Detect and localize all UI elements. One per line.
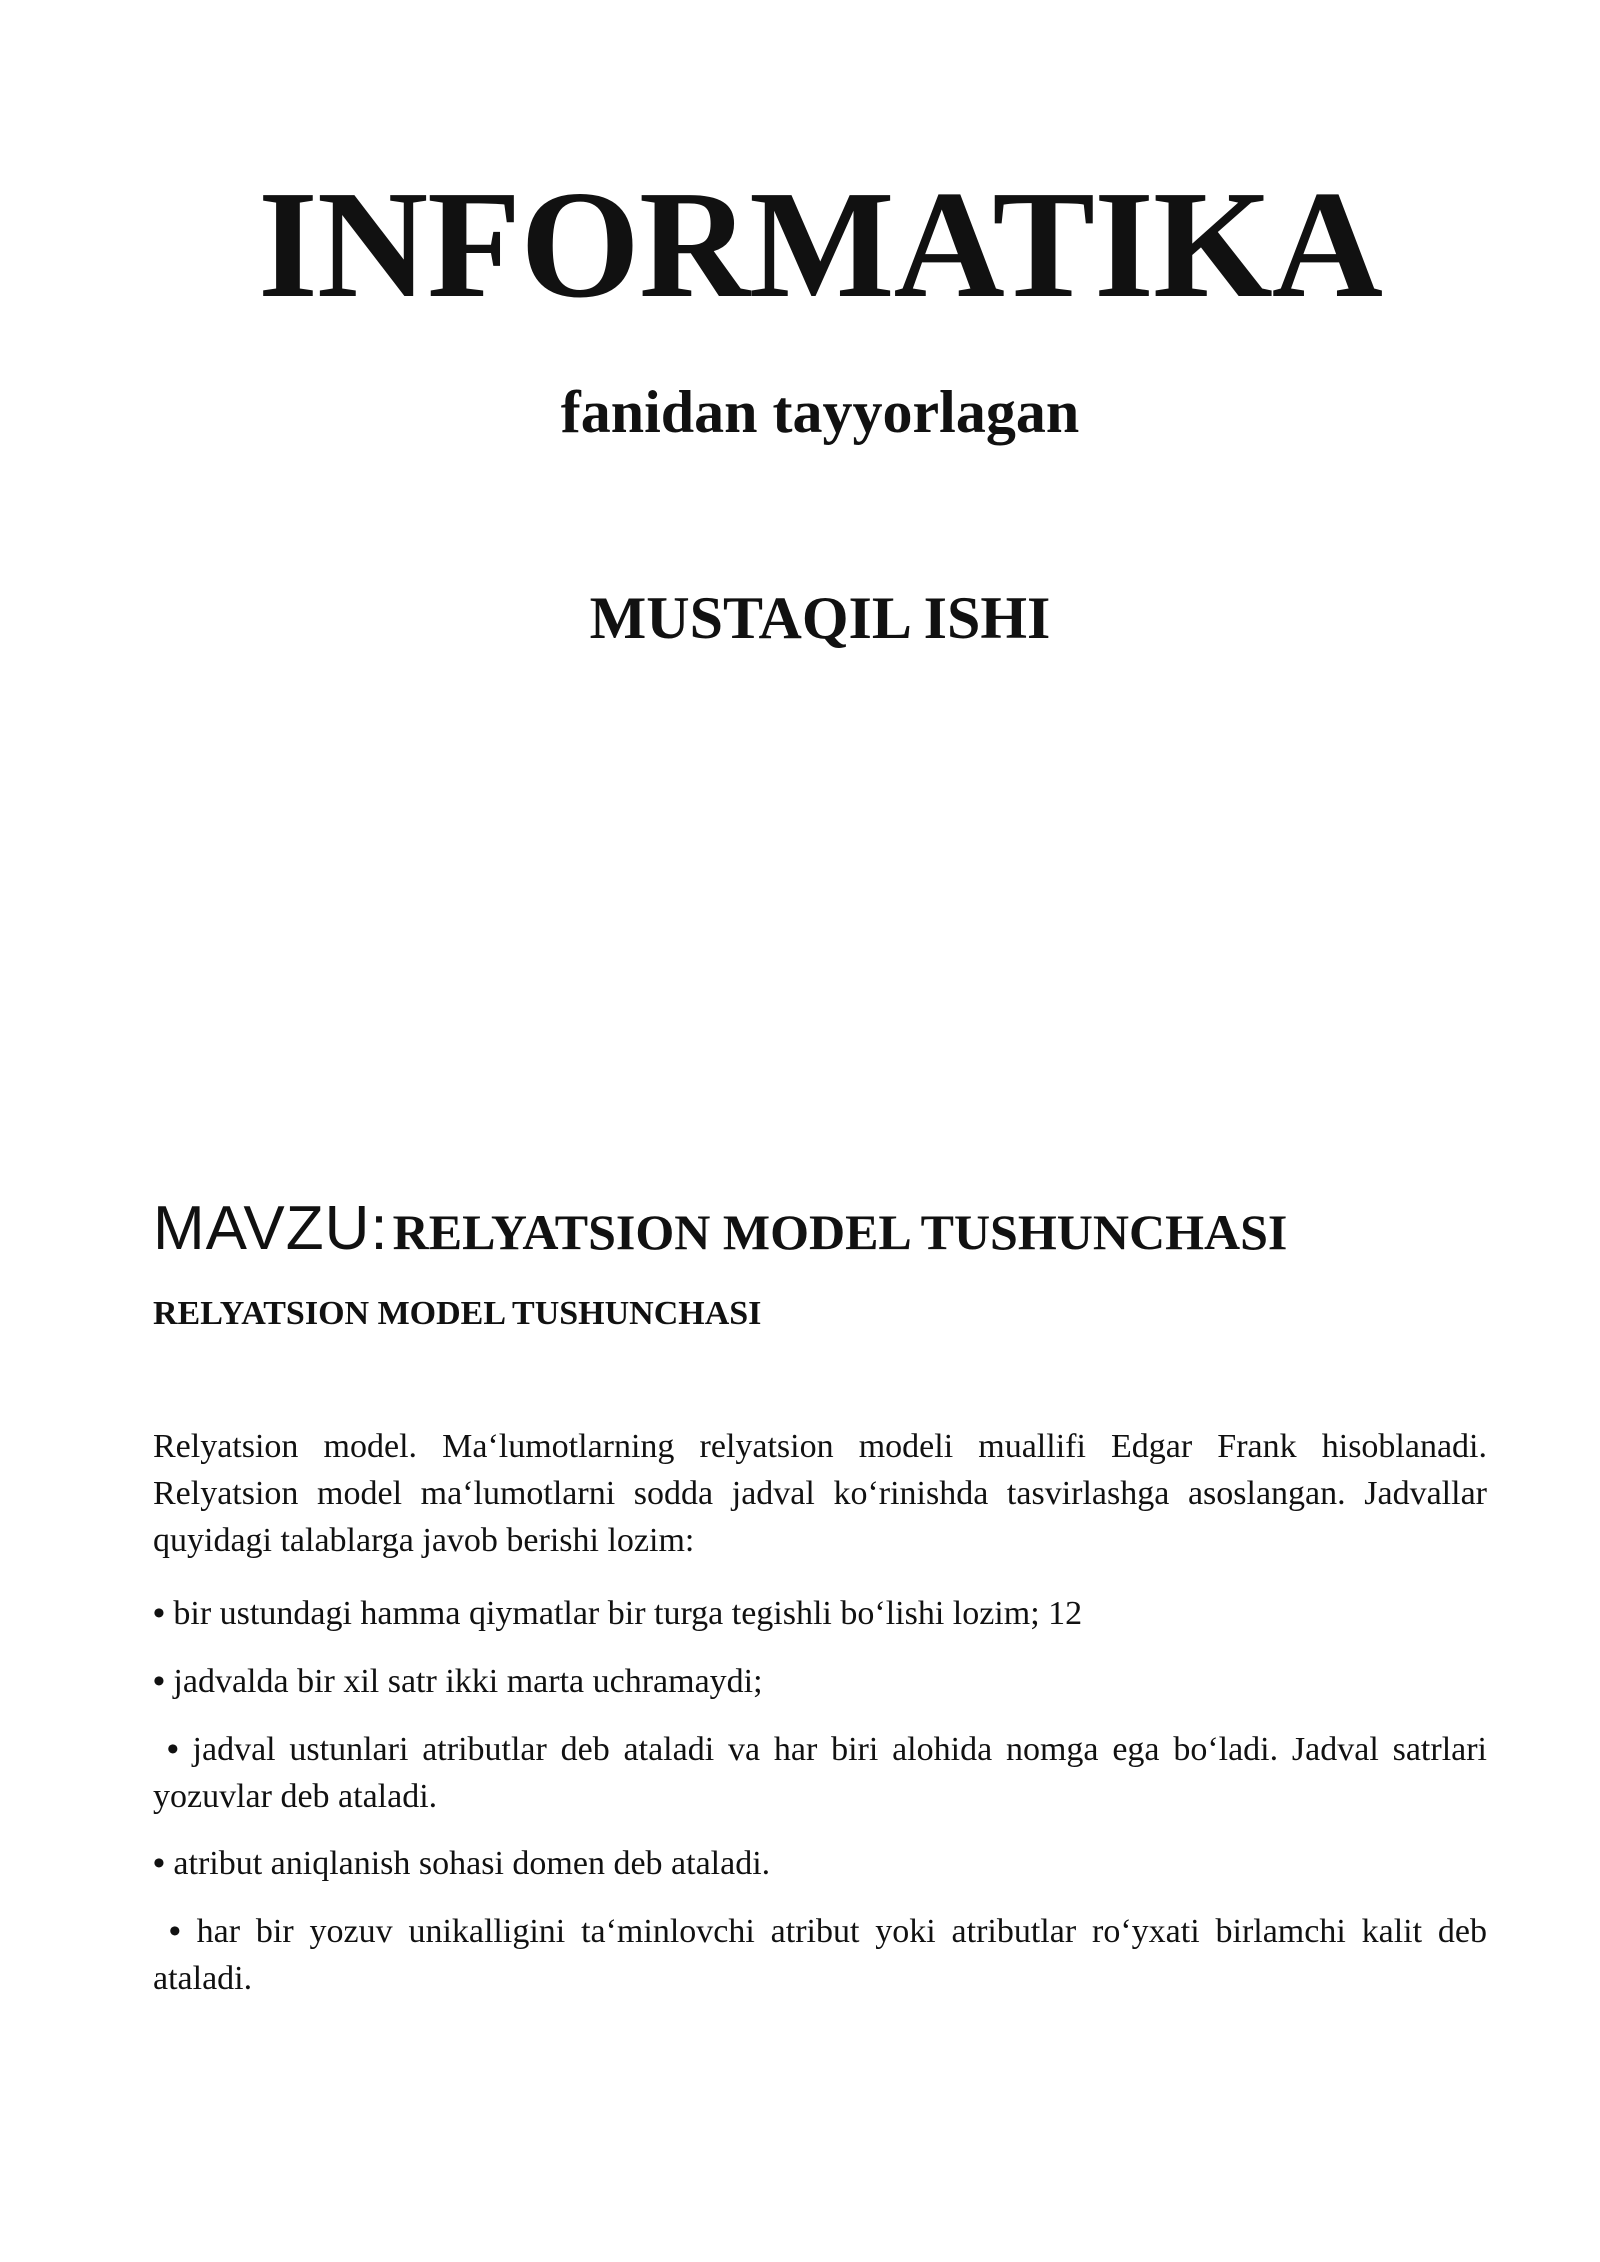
list-item [153, 1658, 1487, 1705]
list-item-text: bir ustundagi hamma qiymatlar bir turga tegishli bo‘lishi lozim; 12 [173, 1595, 1083, 1632]
cover-title: INFORMATIKA [258, 160, 1382, 330]
list-item [153, 1726, 1487, 1820]
list-item-text: har bir yozuv unikalligini ta‘minlovchi atribut yoki atributlar ro‘yxati birlamchi kalit deb ataladi. [153, 1913, 1488, 1997]
topic-title: RELYATSION MODEL TUSHUNCHASI [392, 1204, 1288, 1260]
bullet-icon: • [153, 1663, 165, 1700]
list-item-text: atribut aniqlanish sohasi domen deb ataladi. [173, 1845, 771, 1882]
topic-label: MAVZU: [153, 1194, 389, 1263]
work-type-heading: MUSTAQIL ISHI [589, 585, 1051, 651]
list-item [153, 1908, 1487, 2002]
cover-subtitle: fanidan tayyorlagan [560, 379, 1080, 445]
bullet-icon: • [168, 1913, 181, 1950]
intro-paragraph: Relyatsion model. Ma‘lumotlarning relyatsion modeli muallifi Edgar Frank hisoblanadi. Relyatsion model ma‘lumotlarni sodda jadval ko‘rinishda tasvirlashga asoslangan. Jadvallar quyidagi talablarga javob berishi lozim: [153, 1428, 1487, 1559]
bullet-icon: • [153, 1595, 165, 1632]
list-item [153, 1590, 1487, 1637]
list-item-text: jadval ustunlari atributlar deb ataladi va har biri alohida nomga ega bo‘ladi. Jadval satrlari yozuvlar deb ataladi. [153, 1731, 1487, 1815]
list-item-text: jadvalda bir xil satr ikki marta uchramaydi; [173, 1663, 763, 1700]
list-item [153, 1840, 1487, 1887]
topic-line [153, 1194, 1288, 1263]
bullet-icon: • [153, 1845, 165, 1882]
section-heading: RELYATSION MODEL TUSHUNCHASI [153, 1295, 762, 1332]
bullet-icon: • [166, 1731, 179, 1768]
